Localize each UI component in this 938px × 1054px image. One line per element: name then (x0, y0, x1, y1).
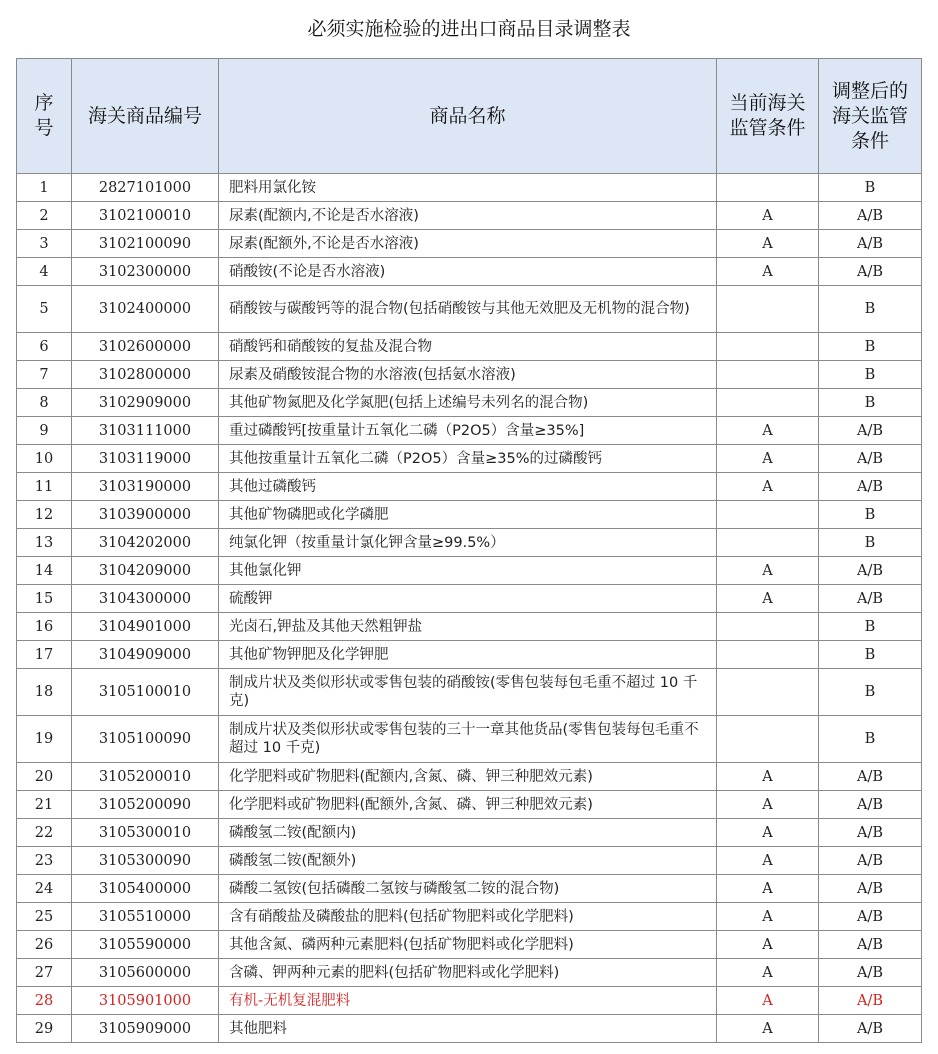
cell-code: 3104300000 (72, 585, 219, 613)
cell-adjusted-condition: A/B (819, 763, 922, 791)
cell-name: 制成片状及类似形状或零售包装的三十一章其他货品(零售包装每包毛重不超过 10 千克) (219, 716, 717, 763)
cell-name: 其他氯化钾 (219, 557, 717, 585)
cell-name: 硝酸铵与碳酸钙等的混合物(包括硝酸铵与其他无效肥及无机物的混合物) (219, 286, 717, 333)
document-title: 必须实施检验的进出口商品目录调整表 (307, 18, 631, 40)
table-row (17, 931, 922, 959)
cell-adjusted-condition: A/B (819, 473, 922, 501)
cell-name: 磷酸氢二铵(配额内) (219, 819, 717, 847)
cell-adjusted-condition: A/B (819, 417, 922, 445)
cell-name: 含有硝酸盐及磷酸盐的肥料(包括矿物肥料或化学肥料) (219, 903, 717, 931)
table-row (17, 473, 922, 501)
cell-current-condition: A (717, 847, 819, 875)
cell-current-condition (717, 174, 819, 202)
cell-current-condition: A (717, 763, 819, 791)
cell-current-condition: A (717, 473, 819, 501)
cell-current-condition: A (717, 931, 819, 959)
cell-seq: 7 (17, 361, 72, 389)
cell-name: 其他按重量计五氧化二磷（P2O5）含量≥35%的过磷酸钙 (219, 445, 717, 473)
cell-adjusted-condition: A/B (819, 230, 922, 258)
cell-current-condition (717, 389, 819, 417)
cell-name: 光卤石,钾盐及其他天然粗钾盐 (219, 613, 717, 641)
cell-adjusted-condition: A/B (819, 585, 922, 613)
table-row (17, 959, 922, 987)
cell-current-condition: A (717, 1015, 819, 1043)
table-row (17, 557, 922, 585)
cell-name: 磷酸二氢铵(包括磷酸二氢铵与磷酸氢二铵的混合物) (219, 875, 717, 903)
cell-name: 其他矿物磷肥或化学磷肥 (219, 501, 717, 529)
table-row (17, 361, 922, 389)
cell-adjusted-condition: A/B (819, 819, 922, 847)
cell-name: 重过磷酸钙[按重量计五氧化二磷（P2O5）含量≥35%] (219, 417, 717, 445)
cell-seq: 13 (17, 529, 72, 557)
cell-name: 尿素(配额内,不论是否水溶液) (219, 202, 717, 230)
table-row (17, 641, 922, 669)
cell-seq: 6 (17, 333, 72, 361)
cell-adjusted-condition: B (819, 613, 922, 641)
cell-code: 3102300000 (72, 258, 219, 286)
cell-code: 3104209000 (72, 557, 219, 585)
cell-code: 3103111000 (72, 417, 219, 445)
cell-name: 其他矿物氮肥及化学氮肥(包括上述编号未列名的混合物) (219, 389, 717, 417)
cell-code: 3104901000 (72, 613, 219, 641)
cell-adjusted-condition: A/B (819, 847, 922, 875)
cell-code: 3102100090 (72, 230, 219, 258)
cell-code: 3102909000 (72, 389, 219, 417)
cell-seq: 29 (17, 1015, 72, 1043)
cell-code: 3103119000 (72, 445, 219, 473)
cell-name: 其他含氮、磷两种元素肥料(包括矿物肥料或化学肥料) (219, 931, 717, 959)
cell-seq: 14 (17, 557, 72, 585)
cell-code: 3105200090 (72, 791, 219, 819)
cell-current-condition (717, 529, 819, 557)
cell-name: 化学肥料或矿物肥料(配额外,含氮、磷、钾三种肥效元素) (219, 791, 717, 819)
table-row (17, 529, 922, 557)
cell-code: 3103190000 (72, 473, 219, 501)
cell-seq: 2 (17, 202, 72, 230)
cell-adjusted-condition: A/B (819, 987, 922, 1015)
cell-code: 3102100010 (72, 202, 219, 230)
cell-seq: 5 (17, 286, 72, 333)
cell-seq: 23 (17, 847, 72, 875)
table-row (17, 903, 922, 931)
cell-seq: 17 (17, 641, 72, 669)
cell-seq: 25 (17, 903, 72, 931)
table-row (17, 585, 922, 613)
cell-current-condition (717, 501, 819, 529)
table-row (17, 501, 922, 529)
cell-adjusted-condition: B (819, 333, 922, 361)
cell-name: 其他矿物钾肥及化学钾肥 (219, 641, 717, 669)
cell-current-condition: A (717, 557, 819, 585)
cell-current-condition (717, 361, 819, 389)
cell-adjusted-condition: B (819, 361, 922, 389)
cell-adjusted-condition: A/B (819, 791, 922, 819)
cell-current-condition: A (717, 791, 819, 819)
cell-seq: 28 (17, 987, 72, 1015)
header-current-condition: 当前海关监管条件 (717, 59, 819, 174)
table-row (17, 230, 922, 258)
cell-adjusted-condition: B (819, 529, 922, 557)
cell-current-condition (717, 641, 819, 669)
table-row (17, 417, 922, 445)
cell-adjusted-condition: B (819, 501, 922, 529)
cell-current-condition (717, 286, 819, 333)
cell-adjusted-condition: A/B (819, 903, 922, 931)
cell-code: 3105600000 (72, 959, 219, 987)
cell-current-condition (717, 333, 819, 361)
cell-current-condition: A (717, 959, 819, 987)
cell-code: 3105590000 (72, 931, 219, 959)
cell-seq: 22 (17, 819, 72, 847)
cell-code: 3103900000 (72, 501, 219, 529)
cell-name: 化学肥料或矿物肥料(配额内,含氮、磷、钾三种肥效元素) (219, 763, 717, 791)
cell-seq: 18 (17, 669, 72, 716)
cell-code: 3104202000 (72, 529, 219, 557)
cell-seq: 10 (17, 445, 72, 473)
table-row (17, 875, 922, 903)
cell-adjusted-condition: B (819, 641, 922, 669)
cell-seq: 20 (17, 763, 72, 791)
table-row (17, 987, 922, 1015)
cell-adjusted-condition: A/B (819, 931, 922, 959)
cell-adjusted-condition: A/B (819, 1015, 922, 1043)
table-row (17, 258, 922, 286)
cell-adjusted-condition: A/B (819, 557, 922, 585)
cell-code: 3105510000 (72, 903, 219, 931)
cell-seq: 3 (17, 230, 72, 258)
cell-seq: 19 (17, 716, 72, 763)
cell-current-condition: A (717, 202, 819, 230)
cell-current-condition: A (717, 417, 819, 445)
table-row (17, 791, 922, 819)
cell-code: 3102600000 (72, 333, 219, 361)
cell-name: 制成片状及类似形状或零售包装的硝酸铵(零售包装每包毛重不超过 10 千克) (219, 669, 717, 716)
cell-code: 3104909000 (72, 641, 219, 669)
cell-name: 硫酸钾 (219, 585, 717, 613)
cell-current-condition: A (717, 875, 819, 903)
header-adjusted-condition: 调整后的海关监管条件 (819, 59, 922, 174)
cell-code: 3105100010 (72, 669, 219, 716)
table-row (17, 669, 922, 716)
table-row (17, 716, 922, 763)
cell-seq: 8 (17, 389, 72, 417)
cell-seq: 24 (17, 875, 72, 903)
table-row (17, 174, 922, 202)
cell-adjusted-condition: B (819, 174, 922, 202)
cell-current-condition (717, 716, 819, 763)
cell-name: 其他过磷酸钙 (219, 473, 717, 501)
table-row (17, 389, 922, 417)
cell-code: 3105200010 (72, 763, 219, 791)
cell-name: 有机-无机复混肥料 (219, 987, 717, 1015)
header-name: 商品名称 (219, 59, 717, 174)
cell-seq: 11 (17, 473, 72, 501)
cell-current-condition (717, 669, 819, 716)
table-row (17, 819, 922, 847)
table-row (17, 847, 922, 875)
cell-code: 3105100090 (72, 716, 219, 763)
commodity-table (16, 58, 922, 1043)
cell-current-condition: A (717, 903, 819, 931)
cell-adjusted-condition: A/B (819, 445, 922, 473)
cell-current-condition: A (717, 258, 819, 286)
cell-code: 3105300010 (72, 819, 219, 847)
cell-name: 尿素及硝酸铵混合物的水溶液(包括氨水溶液) (219, 361, 717, 389)
cell-name: 纯氯化钾（按重量计氯化钾含量≥99.5%） (219, 529, 717, 557)
cell-current-condition: A (717, 230, 819, 258)
cell-code: 3105909000 (72, 1015, 219, 1043)
cell-adjusted-condition: B (819, 669, 922, 716)
cell-seq: 15 (17, 585, 72, 613)
cell-name: 其他肥料 (219, 1015, 717, 1043)
cell-adjusted-condition: A/B (819, 959, 922, 987)
cell-name: 磷酸氢二铵(配额外) (219, 847, 717, 875)
cell-current-condition: A (717, 987, 819, 1015)
table-header-row (17, 59, 922, 174)
cell-seq: 4 (17, 258, 72, 286)
cell-code: 3105300090 (72, 847, 219, 875)
cell-adjusted-condition: A/B (819, 875, 922, 903)
cell-seq: 26 (17, 931, 72, 959)
table-row (17, 333, 922, 361)
table-row (17, 445, 922, 473)
cell-adjusted-condition: A/B (819, 202, 922, 230)
cell-seq: 27 (17, 959, 72, 987)
table-row (17, 763, 922, 791)
cell-code: 3105400000 (72, 875, 219, 903)
cell-seq: 21 (17, 791, 72, 819)
header-code: 海关商品编号 (72, 59, 219, 174)
cell-seq: 16 (17, 613, 72, 641)
cell-adjusted-condition: A/B (819, 258, 922, 286)
cell-name: 尿素(配额外,不论是否水溶液) (219, 230, 717, 258)
cell-name: 含磷、钾两种元素的肥料(包括矿物肥料或化学肥料) (219, 959, 717, 987)
cell-seq: 1 (17, 174, 72, 202)
cell-current-condition (717, 613, 819, 641)
cell-adjusted-condition: B (819, 286, 922, 333)
cell-name: 肥料用氯化铵 (219, 174, 717, 202)
cell-code: 2827101000 (72, 174, 219, 202)
cell-seq: 9 (17, 417, 72, 445)
cell-name: 硝酸铵(不论是否水溶液) (219, 258, 717, 286)
cell-current-condition: A (717, 585, 819, 613)
cell-code: 3105901000 (72, 987, 219, 1015)
cell-code: 3102400000 (72, 286, 219, 333)
table-row (17, 202, 922, 230)
cell-adjusted-condition: B (819, 716, 922, 763)
table-row (17, 1015, 922, 1043)
cell-name: 硝酸钙和硝酸铵的复盐及混合物 (219, 333, 717, 361)
table-row (17, 286, 922, 333)
cell-adjusted-condition: B (819, 389, 922, 417)
table-row (17, 613, 922, 641)
header-seq: 序号 (17, 59, 72, 174)
cell-current-condition: A (717, 819, 819, 847)
cell-seq: 12 (17, 501, 72, 529)
cell-current-condition: A (717, 445, 819, 473)
cell-code: 3102800000 (72, 361, 219, 389)
